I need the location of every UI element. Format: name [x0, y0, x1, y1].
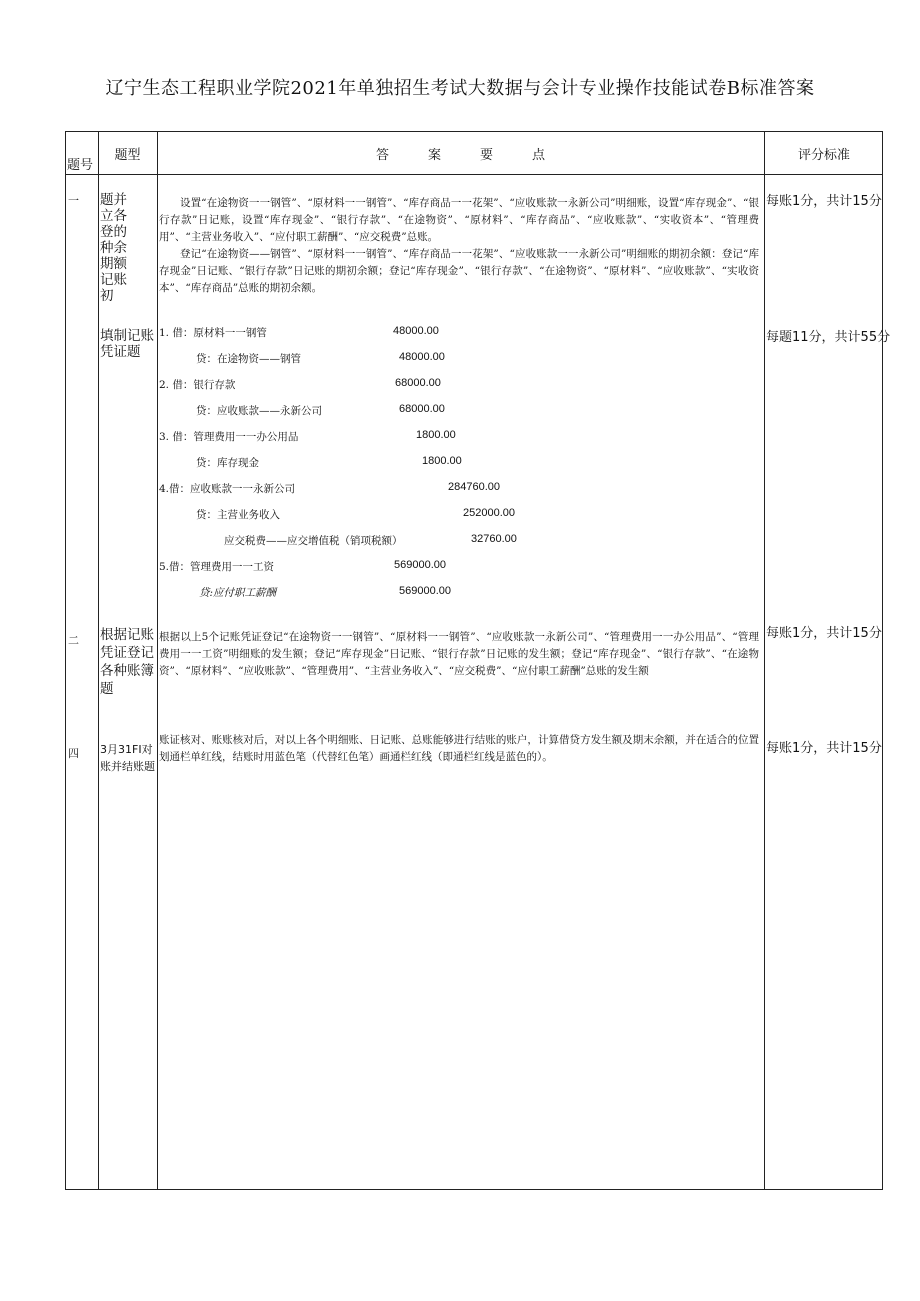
q4-answer: 账证核对、账账核对后，对以上各个明细账、日记账、总账能够进行结账的账户，计算借贷方发生额及期末余额，并在适合的位置划通栏单红线，结账时用蓝色笔（代替红色笔）画通栏红线（即通栏红线是蓝色的）。: [159, 734, 759, 763]
q1-answer-opening: 登记“在途物资——钢管”、“原材料一一钢管”、“库存商品一一花架”、“应收账款一一永新公司”明细账的期初余额：登记“库存现金”日记账、“银行存款”日记账的期初余额；登记“库存现金”、“银行存款”、“在途物资”、“原材料”、“应收账款”、“实收资本”、“库存商品”总账的期初余额。: [159, 248, 759, 294]
header-divider: [66, 174, 882, 175]
column-divider: [98, 132, 99, 1189]
q3-score: 每账1分，共计15分: [766, 626, 882, 641]
column-divider: [764, 132, 765, 1189]
journal-entry-text: 2. 借：银行存款: [159, 379, 236, 391]
header-type: 题型: [114, 148, 141, 163]
journal-entry-text: 3. 借：管理费用一一办公用品: [159, 431, 299, 443]
journal-entry-amount: 569000.00: [399, 585, 451, 597]
column-divider: [157, 132, 158, 1189]
journal-entry-text: 应交税费——应交增值税（销项税额）: [224, 535, 403, 547]
journal-entry-amount: 569000.00: [394, 559, 446, 571]
journal-entry-amount: 252000.00: [463, 507, 515, 519]
answer-table: [65, 131, 891, 1190]
q3-number: 二: [68, 634, 79, 647]
q1-number: 一: [68, 194, 79, 207]
journal-entry-amount: 1800.00: [416, 429, 456, 441]
q1-type: 题并立各登的种余期额记账初: [100, 192, 127, 304]
journal-entry-text: 贷：在途物资——钢管: [196, 353, 301, 365]
journal-entry-text: 1. 借：原材料一一钢管: [159, 327, 267, 339]
q4-type: 3月31FI对账并结账题: [100, 743, 155, 773]
q2-score: 每题11分，共计55分: [766, 330, 891, 345]
q2-type: 填制记账凭证题: [100, 328, 154, 360]
q3-answer: 根据以上5个记账凭证登记“在途物资一一钢管”、“原材料一一钢管”、“应收账款一永新公司”、“管理费用一一办公用品”、“管理费用一一工资”明细账的发生额；登记“库存现金”日记账、“银行存款”日记账的发生额；登记“库存现金”、“银行存款”、“在途物资”、“原材料”、“应收账款”、“管理费用”、“主营业务收入”、“应交税费”、“应付职工薪酬”总账的发生额: [159, 631, 759, 677]
journal-entry-amount: 68000.00: [399, 403, 445, 415]
q1-answer-setup: 设置“在途物资一一钢管”、“原材料一一钢管”、“库存商品一一花架”、“应收账款一永新公司”明细账，设置“库存现金”、“银行存款”日记账，设置“库存现金”、“银行存款”、“在途物资”、“原材料”、“库存商品”、“应收账款”、“实收资本”、“管理费用”、“主营业务收入”、“应付职工薪酬”、“应交税费”总账。: [159, 197, 759, 243]
q4-number: 四: [68, 747, 79, 760]
journal-entry-amount: 1800.00: [422, 455, 462, 467]
journal-entry-text: 贷：应收账款——永新公司: [196, 405, 322, 417]
journal-entry-amount: 32760.00: [471, 533, 517, 545]
journal-entry-text: 贷：库存现金: [196, 457, 259, 469]
journal-entry-amount: 68000.00: [395, 377, 441, 389]
journal-entry-text: 5.借：管理费用一一工资: [159, 561, 275, 573]
page-title: 辽宁生态工程职业学院2021年单独招生考试大数据与会计专业操作技能试卷B标准答案: [105, 78, 815, 99]
q1-score: 每账1分，共计15分: [766, 194, 882, 209]
q4-score: 每账1分，共计15分: [766, 741, 882, 756]
journal-entry-amount: 48000.00: [393, 325, 439, 337]
header-answer: 答 案 要 点: [375, 148, 545, 163]
header-score: 评分标准: [797, 148, 850, 163]
journal-entry-text: 贷：主营业务收入: [196, 509, 280, 521]
journal-entry-amount: 48000.00: [399, 351, 445, 363]
q3-type: 根据记账凭证登记各种账簿题: [100, 627, 154, 697]
journal-entry-text: 贷:应付职工薪酬: [199, 587, 277, 599]
journal-entry-amount: 284760.00: [448, 481, 500, 493]
header-number: 题号: [67, 158, 94, 173]
journal-entry-text: 4.借：应收账款一一永新公司: [159, 483, 296, 495]
